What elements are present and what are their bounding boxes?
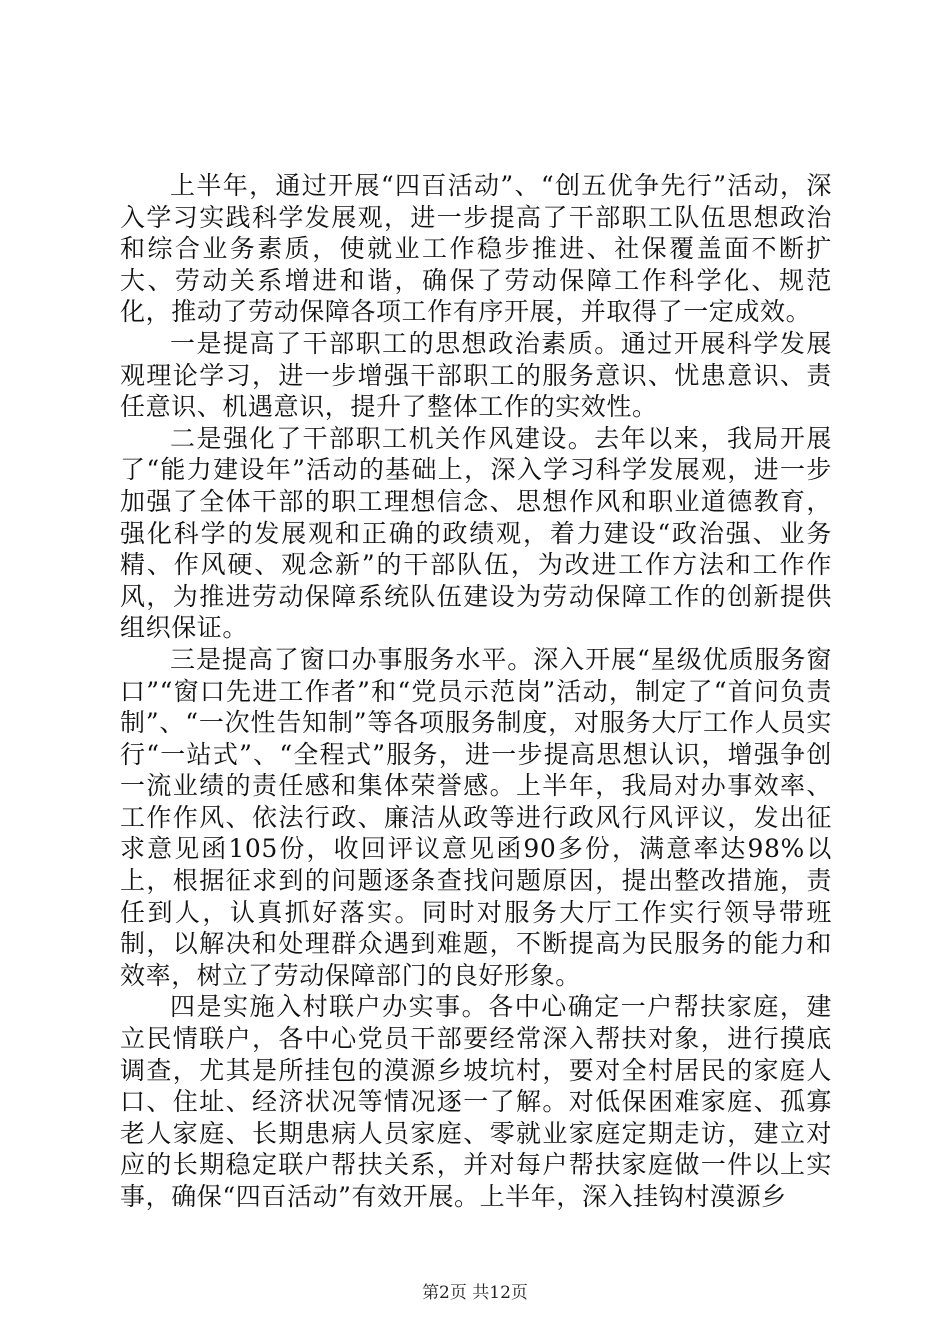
document-body: [120, 170, 832, 1213]
paragraph-point-four: 四是实施入村联户办实事。各中心确定一户帮扶家庭，建立民情联户，各中心党员干部要经常深入帮扶对象，进行摸底调查，尤其是所挂包的漠源乡坡坑村，要对全村居民的家庭人口、住址、经济状况等情况逐一了解。对低保困难家庭、孤寡老人家庭、长期患病人员家庭、零就业家庭定期走访，建立对应的长期稳定联户帮扶关系，并对每户帮扶家庭做一件以上实事，确保“四百活动”有效开展。上半年，深入挂钩村漠源乡: [120, 992, 832, 1211]
paragraph-point-one: 一是提高了干部职工的思想政治素质。通过开展科学发展观理论学习，进一步增强干部职工的服务意识、忧患意识、责任意识、机遇意识，提升了整体工作的实效性。: [120, 328, 832, 422]
paragraph-intro: 上半年，通过开展“四百活动”、“创五优争先行”活动，深入学习实践科学发展观，进一步提高了干部职工队伍思想政治和综合业务素质，使就业工作稳步推进、社保覆盖面不断扩大、劳动关系增进和谐，确保了劳动保障工作科学化、规范化，推动了劳动保障各项工作有序开展，并取得了一定成效。: [120, 171, 832, 327]
paragraph-point-three: 三是提高了窗口办事服务水平。深入开展“星级优质服务窗口”“窗口先进工作者”和“党员示范岗”活动，制定了“首问负责制”、“一次性告知制”等各项服务制度，对服务大厅工作人员实行“一站式”、“全程式”服务，进一步提高思想认识，增强争创一流业绩的责任感和集体荣誉感。上半年，我局对办事效率、工作作风、依法行政、廉洁从政等进行政风行风评议，发出征求意见函105份，收回评议意见函90多份，满意率达98%以上，根据征求到的问题逐条查找问题原因，提出整改措施，责任到人，认真抓好落实。同时对服务大厅工作实行领导带班制，以解决和处理群众遇到难题，不断提高为民服务的能力和效率，树立了劳动保障部门的良好形象。: [120, 644, 832, 990]
page-number-footer: 第2页 共12页: [422, 1283, 528, 1303]
paragraph-point-two: 二是强化了干部职工机关作风建设。去年以来，我局开展了“能力建设年”活动的基础上，深入学习科学发展观，进一步加强了全体干部的职工理想信念、思想作风和职业道德教育，强化科学的发展观和正确的政绩观，着力建设“政治强、业务精、作风硬、观念新”的干部队伍，为改进工作方法和工作作风，为推进劳动保障系统队伍建设为劳动保障工作的创新提供组织保证。: [120, 423, 832, 643]
